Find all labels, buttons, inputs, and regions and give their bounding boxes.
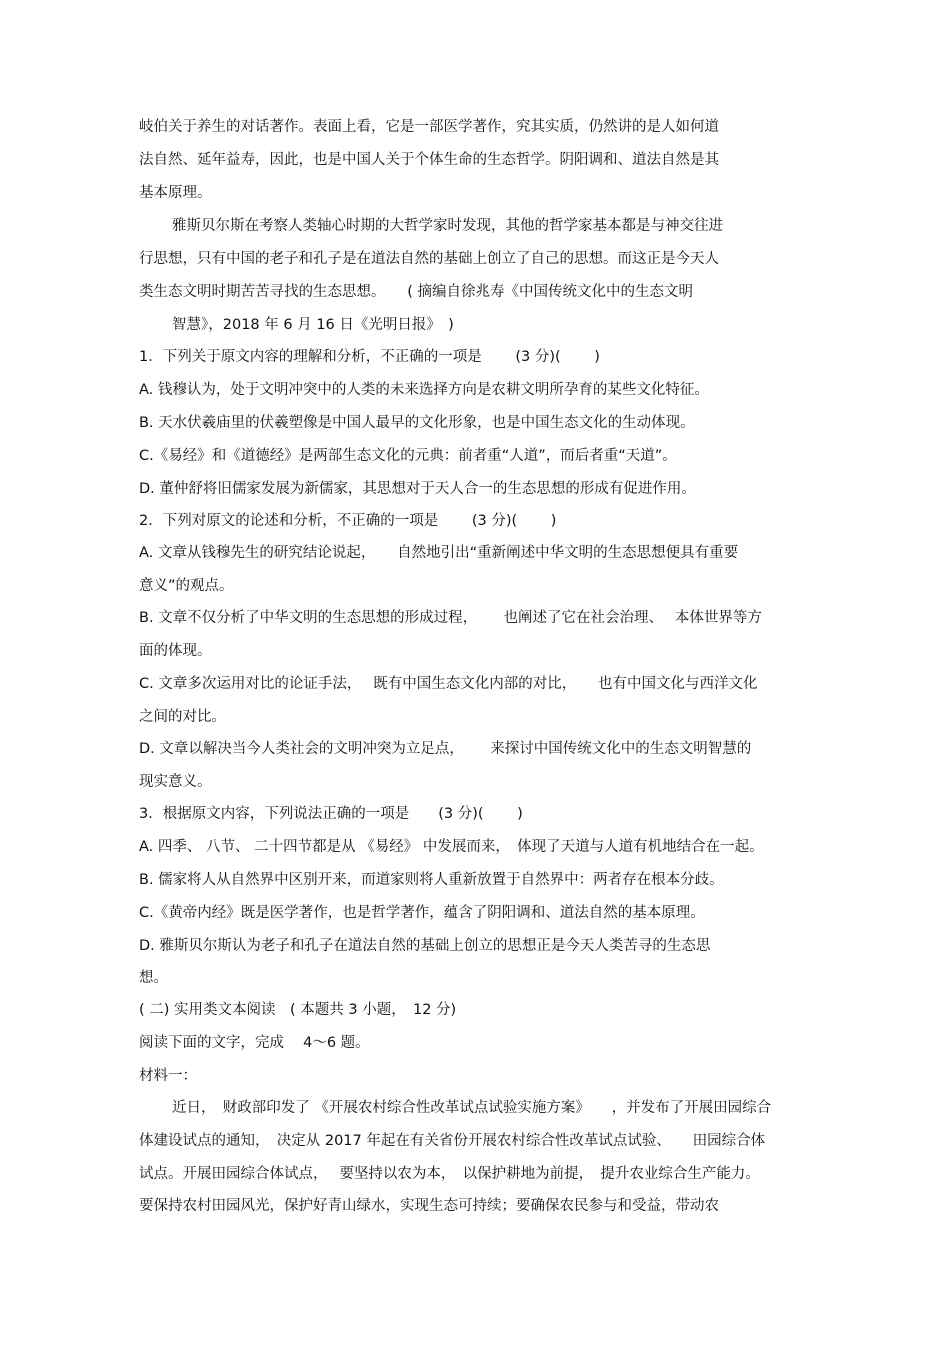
text-line: 试点。开展田园综合体试点， 要坚持以农为本， 以保护耕地为前提， 提升农业综合生产能力。 — [139, 1166, 760, 1182]
answer-option: C.《易经》和《道德经》是两部生态文化的元典：前者重“人道”，而后者重“天道”。 — [139, 448, 677, 464]
text-line: 近日， 财政部印发了 《开展农村综合性改革试点试验实施方案》 ，并发布了开展田园综合 — [172, 1100, 772, 1116]
answer-option: D. 文章以解决当今人类社会的文明冲突为立足点， 来探讨中国传统文化中的生态文明智慧的 — [139, 741, 752, 757]
text-line: 雅斯贝尔斯在考察人类轴心时期的大哲学家时发现，其他的哲学家基本都是与神交往进 — [172, 218, 723, 234]
text-line: 智慧》，2018 年 6 月 16 日《光明日报》 ) — [172, 317, 454, 333]
material-label: 材料一： — [139, 1068, 197, 1084]
text-line: 类生态文明时期苦苦寻找的生态思想。 ( 摘编自徐兆寿《中国传统文化中的生态文明 — [139, 284, 694, 300]
answer-option-cont: 之间的对比。 — [139, 709, 226, 725]
answer-option-cont: 现实意义。 — [139, 774, 212, 790]
text-line: 基本原理。 — [139, 185, 212, 201]
question-stem: 2．下列对原文的论述和分析，不正确的一项是 (3 分)( ) — [139, 513, 557, 529]
answer-option: A. 四季、 八节、 二十四节都是从 《易经》 中发展而来， 体现了天道与人道有机地结合在一起。 — [139, 839, 764, 855]
answer-option-cont: 意义”的观点。 — [139, 578, 234, 594]
section-heading: ( 二) 实用类文本阅读 ( 本题共 3 小题， 12 分) — [139, 1002, 457, 1018]
question-stem: 1．下列关于原文内容的理解和分析，不正确的一项是 (3 分)( ) — [139, 349, 600, 365]
answer-option: C. 文章多次运用对比的论证手法， 既有中国生态文化内部的对比， 也有中国文化与西洋文化 — [139, 676, 758, 692]
text-line: 要保持农村田园风光，保护好青山绿水，实现生态可持续；要确保农民参与和受益，带动农 — [139, 1198, 719, 1214]
text-line: 岐伯关于养生的对话著作。表面上看，它是一部医学著作，究其实质，仍然讲的是人如何道 — [139, 119, 719, 135]
answer-option-cont: 面的体现。 — [139, 643, 212, 659]
answer-option: B. 文章不仅分析了中华文明的生态思想的形成过程， 也阐述了它在社会治理、 本体世界等方 — [139, 610, 762, 626]
answer-option: D. 雅斯贝尔斯认为老子和孔子在道法自然的基础上创立的思想正是今天人类苦寻的生态思 — [139, 938, 711, 954]
answer-option: C.《黄帝内经》既是医学著作，也是哲学著作，蕴含了阴阳调和、道法自然的基本原理。 — [139, 905, 705, 921]
answer-option-cont: 想。 — [139, 970, 168, 986]
question-stem: 3．根据原文内容，下列说法正确的一项是 (3 分)( ) — [139, 806, 523, 822]
text-line: 法自然、延年益寿，因此，也是中国人关于个体生命的生态哲学。阴阳调和、道法自然是其 — [139, 152, 719, 168]
instruction: 阅读下面的文字，完成 4～6 题。 — [139, 1035, 370, 1051]
text-line: 体建设试点的通知， 决定从 2017 年起在有关省份开展农村综合性改革试点试验、 田园综合体 — [139, 1133, 766, 1149]
answer-option: A. 钱穆认为，处于文明冲突中的人类的未来选择方向是农耕文明所孕育的某些文化特征。 — [139, 382, 709, 398]
answer-option: B. 儒家将人从自然界中区别开来，而道家则将人重新放置于自然界中：两者存在根本分歧。 — [139, 872, 724, 888]
answer-option: A. 文章从钱穆先生的研究结论说起， 自然地引出“重新阐述中华文明的生态思想便具有重要 — [139, 545, 739, 561]
answer-option: B. 天水伏羲庙里的伏羲塑像是中国人最早的文化形象，也是中国生态文化的生动体现。 — [139, 415, 695, 431]
text-line: 行思想，只有中国的老子和孔子是在道法自然的基础上创立了自己的思想。而这正是今天人 — [139, 251, 719, 267]
answer-option: D. 董仲舒将旧儒家发展为新儒家，其思想对于天人合一的生态思想的形成有促进作用。 — [139, 481, 696, 497]
